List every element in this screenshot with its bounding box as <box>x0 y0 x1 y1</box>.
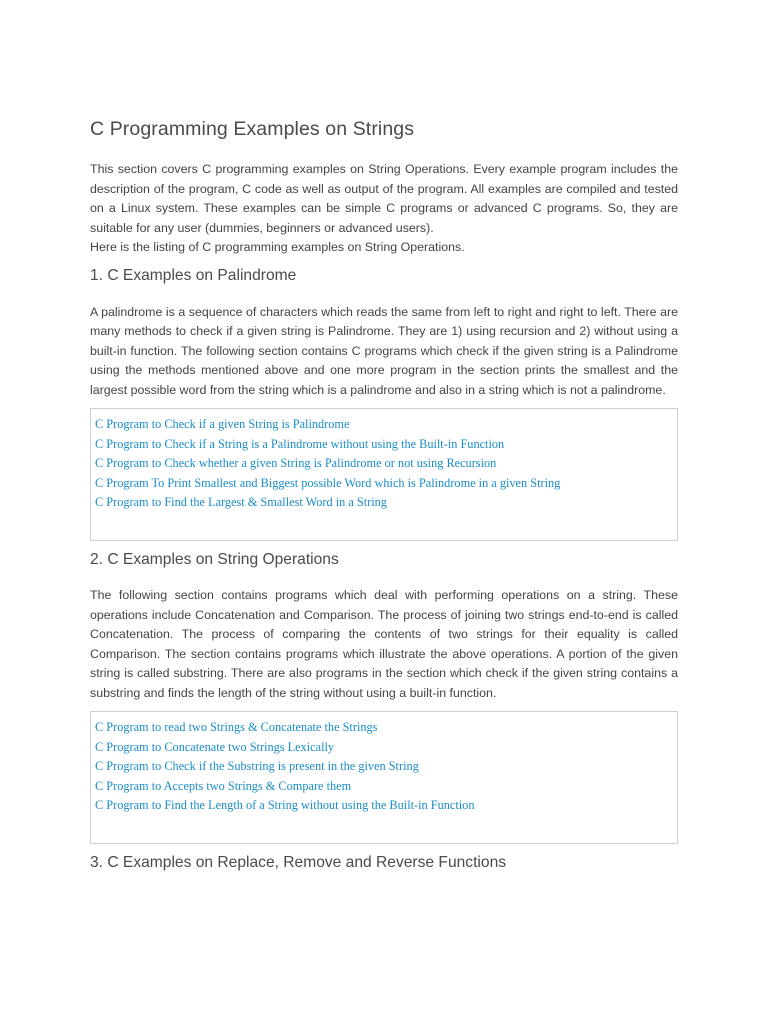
page-title: C Programming Examples on Strings <box>90 118 415 140</box>
link-string-length-without-builtin[interactable]: C Program to Find the Length of a String without using the Built-in Function <box>95 798 475 812</box>
link-palindrome-without-builtin[interactable]: C Program to Check if a String is a Palindrome without using the Built-in Function <box>95 436 505 451</box>
intro-listing-line: Here is the listing of C programming examples on String Operations. <box>90 240 465 254</box>
section-heading-palindrome: 1. C Examples on Palindrome <box>90 266 297 284</box>
section-heading-string-operations: 2. C Examples on String Operations <box>90 551 339 568</box>
link-box-string-operations <box>90 711 678 844</box>
section-description-palindrome: A palindrome is a sequence of characters which reads the same from left to right and right to left. There are many methods to check if a given string is Palindrome. They are 1) using recursion and 2) without using a built-in function. The following section contains C programs which check if the given string is a Palindrome using the methods mentioned above and one more program in the section prints the smallest and the largest possible word from the string which is a palindrome and also in a string which is not a palindrome. <box>90 304 678 397</box>
link-read-concatenate-strings[interactable]: C Program to read two Strings & Concatenate the Strings <box>95 720 378 734</box>
link-substring-present[interactable]: C Program to Check if the Substring is present in the given String <box>95 759 419 773</box>
article <box>90 116 678 873</box>
intro-paragraph: This section covers C programming examples on String Operations. Every example program includes the description of the program, C code as well as output of the program. All examples are compiled and tested on a Linux system. These examples can be simple C programs or advanced C programs. So, they are suitable for any user (dummies, beginners or advanced users). <box>90 162 678 235</box>
link-compare-strings[interactable]: C Program to Accepts two Strings & Compare them <box>95 778 352 793</box>
link-palindrome-recursion[interactable]: C Program to Check whether a given String is Palindrome or not using Recursion <box>95 456 497 470</box>
link-concatenate-lexically[interactable]: C Program to Concatenate two Strings Lexically <box>95 739 335 754</box>
link-check-string-palindrome[interactable]: C Program to Check if a given String is Palindrome <box>95 417 350 431</box>
link-box-palindrome <box>90 408 678 541</box>
section-description-string-operations: The following section contains programs which deal with performing operations on a string. These operations include Concatenation and Comparison. The process of joining two strings end-to-end is called Concatenation. The process of comparing the contents of two strings for their equality is called Comparison. The section contains programs which illustrate the above operations. A portion of the given string is called substring. There are also programs in the section which check if the given string contains a substring and finds the length of the string without using a built-in function. <box>90 588 678 700</box>
section-heading-replace-remove-reverse: 3. C Examples on Replace, Remove and Reverse Functions <box>90 854 507 871</box>
link-largest-smallest-word[interactable]: C Program to Find the Largest & Smallest Word in a String <box>95 495 387 509</box>
link-smallest-biggest-palindrome-word[interactable]: C Program To Print Smallest and Biggest possible Word which is Palindrome in a given String <box>95 475 561 490</box>
